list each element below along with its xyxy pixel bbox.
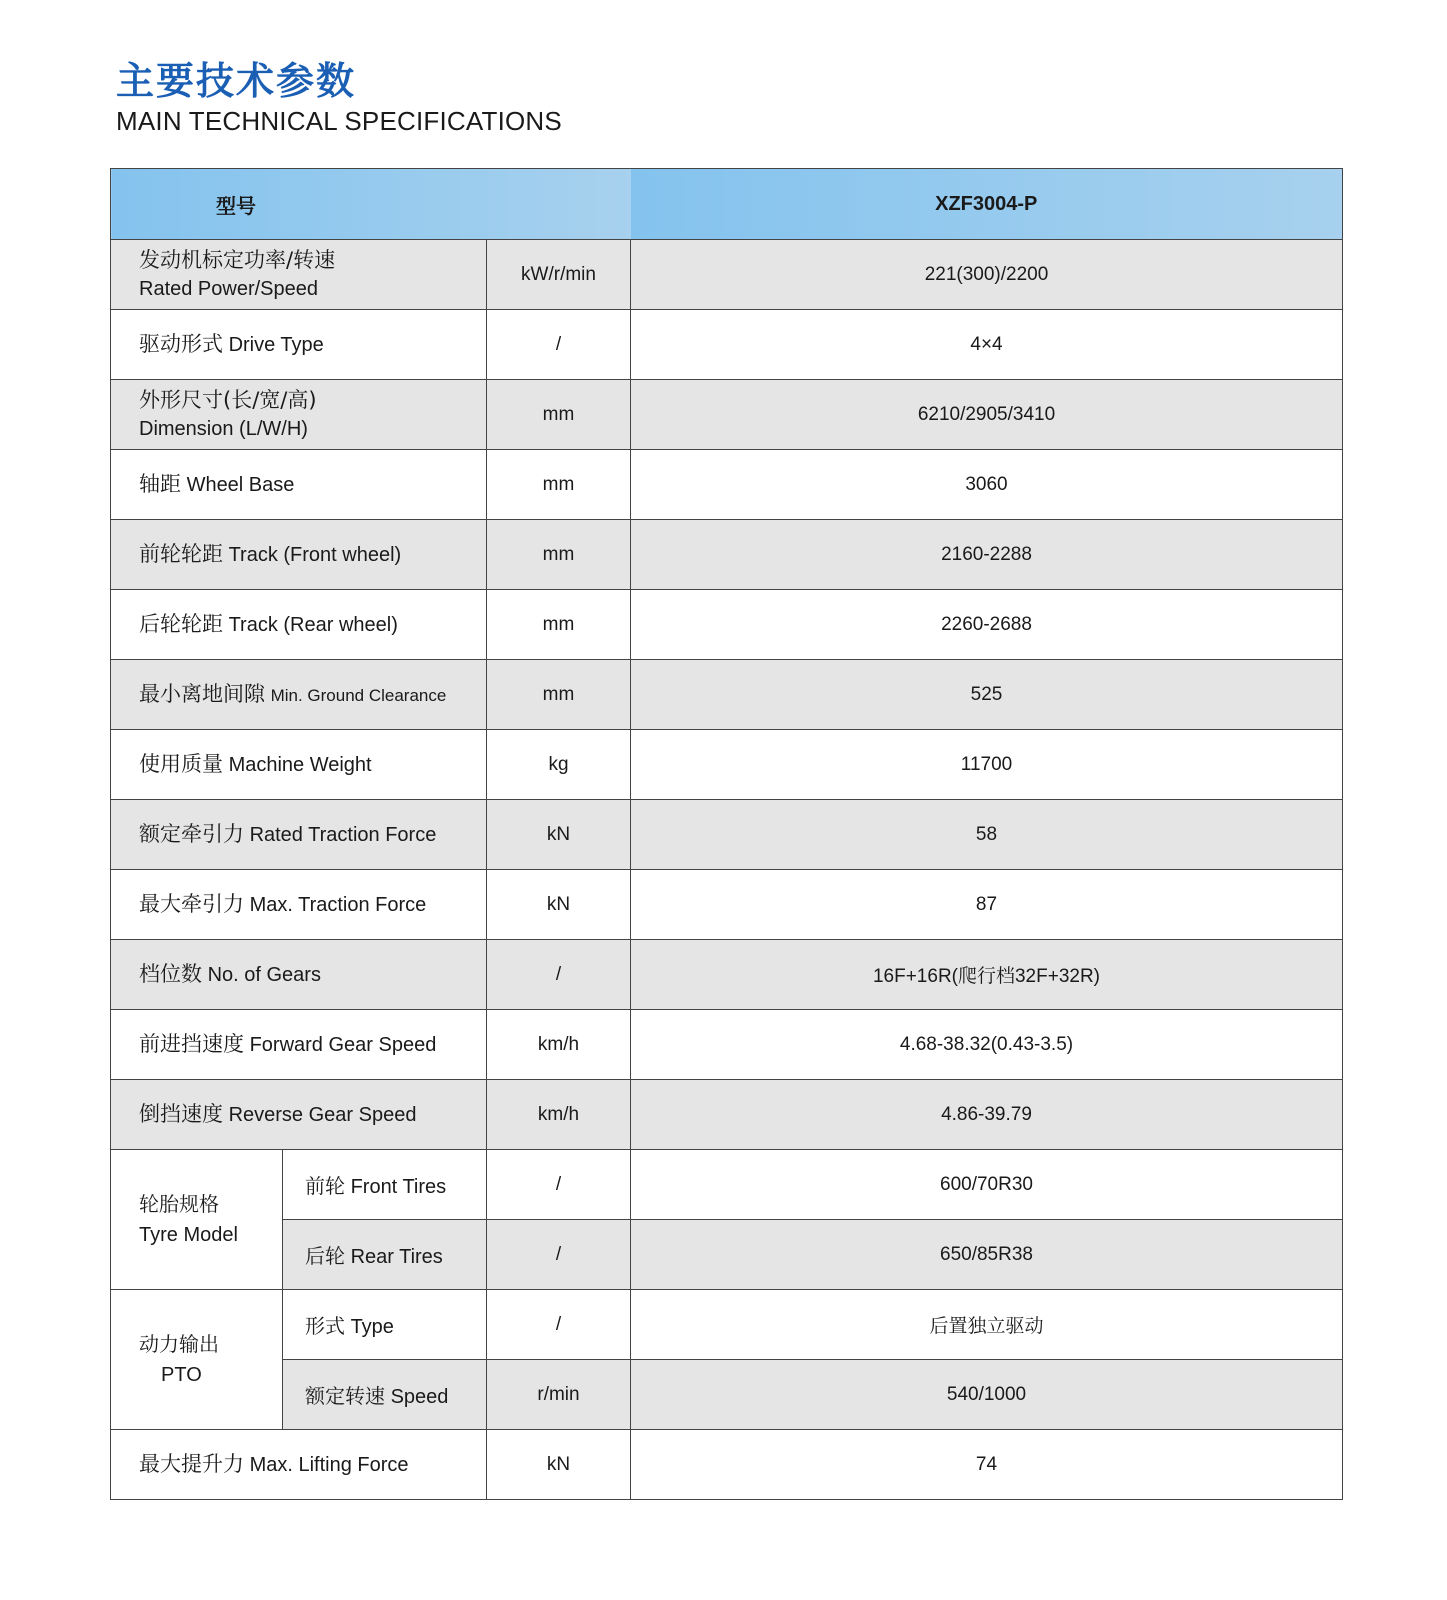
pto-group-label: 动力输出 PTO (111, 1290, 283, 1430)
row-label: 前轮 Front Tires (283, 1150, 487, 1220)
row-unit: r/min (487, 1360, 631, 1430)
row-unit: km/h (487, 1010, 631, 1080)
row-value: 58 (631, 800, 1343, 870)
row-unit: kN (487, 870, 631, 940)
row-value: 525 (631, 660, 1343, 730)
table-row (111, 1290, 1343, 1360)
row-unit: km/h (487, 1080, 631, 1150)
row-unit: / (487, 1290, 631, 1360)
row-unit: kg (487, 730, 631, 800)
table-row (111, 940, 1343, 1010)
model-value: XZF3004-P (631, 169, 1343, 240)
row-unit: mm (487, 520, 631, 590)
row-unit: mm (487, 380, 631, 450)
row-value: 16F+16R(爬行档32F+32R) (631, 940, 1343, 1010)
row-unit: mm (487, 660, 631, 730)
table-row (111, 380, 1343, 450)
row-value: 后置独立驱动 (631, 1290, 1343, 1360)
row-unit: kN (487, 800, 631, 870)
table-row (111, 1220, 1343, 1290)
row-unit: / (487, 310, 631, 380)
table-row (111, 520, 1343, 590)
row-value: 4×4 (631, 310, 1343, 380)
row-value: 4.68-38.32(0.43-3.5) (631, 1010, 1343, 1080)
row-label: 轴距 Wheel Base (111, 450, 487, 520)
row-value: 6210/2905/3410 (631, 380, 1343, 450)
row-label: 前轮轮距 Track (Front wheel) (111, 520, 487, 590)
row-label: 最小离地间隙 Min. Ground Clearance (111, 660, 487, 730)
row-unit: / (487, 1150, 631, 1220)
table-row (111, 1360, 1343, 1430)
row-unit: kN (487, 1430, 631, 1500)
table-row (111, 310, 1343, 380)
row-value: 2260-2688 (631, 590, 1343, 660)
model-label: 型号 (111, 169, 631, 240)
page-title-cn: 主要技术参数 (116, 59, 357, 103)
row-value: 221(300)/2200 (631, 240, 1343, 310)
row-value: 540/1000 (631, 1360, 1343, 1430)
row-label: 最大牵引力 Max. Traction Force (111, 870, 487, 940)
table-row (111, 240, 1343, 310)
row-label: 形式 Type (283, 1290, 487, 1360)
row-label: 发动机标定功率/转速 Rated Power/Speed (111, 240, 487, 310)
row-value: 3060 (631, 450, 1343, 520)
table-row (111, 730, 1343, 800)
row-label: 倒挡速度 Reverse Gear Speed (111, 1080, 487, 1150)
row-label: 后轮 Rear Tires (283, 1220, 487, 1290)
table-row (111, 1010, 1343, 1080)
row-unit: / (487, 940, 631, 1010)
row-value: 650/85R38 (631, 1220, 1343, 1290)
table-row (111, 870, 1343, 940)
row-label: 使用质量 Machine Weight (111, 730, 487, 800)
row-value: 11700 (631, 730, 1343, 800)
table-header-row (111, 169, 1343, 240)
table-row (111, 450, 1343, 520)
row-value: 2160-2288 (631, 520, 1343, 590)
table-row (111, 800, 1343, 870)
row-unit: / (487, 1220, 631, 1290)
row-label: 驱动形式 Drive Type (111, 310, 487, 380)
row-value: 4.86-39.79 (631, 1080, 1343, 1150)
table-row (111, 590, 1343, 660)
row-label: 额定转速 Speed (283, 1360, 487, 1430)
row-label: 外形尺寸(长/宽/高) Dimension (L/W/H) (111, 380, 487, 450)
row-label: 额定牵引力 Rated Traction Force (111, 800, 487, 870)
row-unit: mm (487, 590, 631, 660)
row-label: 档位数 No. of Gears (111, 940, 487, 1010)
table-row (111, 1080, 1343, 1150)
row-label: 最大提升力 Max. Lifting Force (111, 1430, 487, 1500)
table-row (111, 1430, 1343, 1500)
row-label: 前进挡速度 Forward Gear Speed (111, 1010, 487, 1080)
page-title-en: MAIN TECHNICAL SPECIFICATIONS (116, 106, 562, 136)
spec-table (110, 168, 1343, 1500)
row-unit: mm (487, 450, 631, 520)
table-row (111, 660, 1343, 730)
row-label: 后轮轮距 Track (Rear wheel) (111, 590, 487, 660)
table-row (111, 1150, 1343, 1220)
row-unit: kW/r/min (487, 240, 631, 310)
tyre-group-label: 轮胎规格 Tyre Model (111, 1150, 283, 1290)
row-value: 74 (631, 1430, 1343, 1500)
row-value: 87 (631, 870, 1343, 940)
row-value: 600/70R30 (631, 1150, 1343, 1220)
